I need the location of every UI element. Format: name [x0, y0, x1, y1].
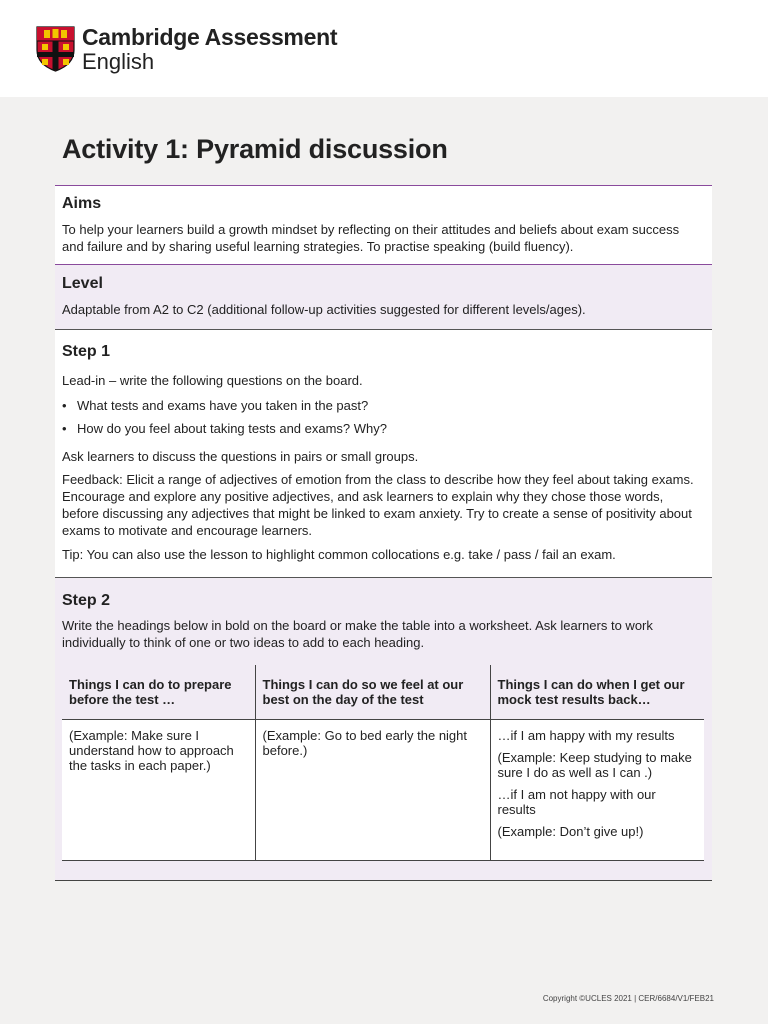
bottom-divider [55, 880, 712, 881]
aims-section [55, 185, 712, 264]
cambridge-shield-icon [36, 26, 75, 72]
table-cell-results: …if I am happy with my results (Example: Keep studying to make sure I do as well as I can .) …if I am not happy with our results (Example: Don’t give up!) [490, 720, 704, 861]
list-item: • How do you feel about taking tests and exams? Why? [62, 421, 388, 436]
step2-heading: Step 2 [62, 592, 111, 609]
level-text: Adaptable from A2 to C2 (additional follow-up activities suggested for different levels/ages). [62, 302, 586, 317]
step1-intro: Lead-in – write the following questions on the board. [62, 373, 363, 388]
table-cell-best-day: (Example: Go to bed early the night before.) [255, 720, 490, 861]
step1-feedback: Feedback: Elicit a range of adjectives of emotion from the class to describe how they feel about taking exams. Encourage and explore any positive adjectives, and ask learners to explain why they chose those words, before discussing any adjectives that might be linked to exam anxiety. Try to create a sense of positivity about exams to motivate and encourage learners. [62, 472, 694, 538]
ideas-table [62, 665, 704, 861]
step1-tip: Tip: You can also use the lesson to highlight common collocations e.g. take / pass / fail an exam. [62, 547, 616, 562]
step1-discuss: Ask learners to discuss the questions in pairs or small groups. [62, 449, 419, 464]
brand-name: Cambridge Assessment [82, 24, 338, 50]
copyright-notice: Copyright ©UCLES 2021 | CER/6684/V1/FEB21 [542, 994, 714, 1003]
step1-heading: Step 1 [62, 343, 111, 360]
aims-text: To help your learners build a growth mindset by reflecting on their attitudes and beliefs about exam success and failure and by sharing useful learning strategies. To practise speaking (build fluency). [62, 222, 680, 254]
page-title: Activity 1: Pyramid discussion [62, 134, 448, 164]
table-header-prepare: Things I can do to prepare before the test … [62, 665, 255, 720]
aims-heading: Aims [62, 195, 102, 212]
header-bar [0, 0, 768, 97]
level-heading: Level [62, 275, 103, 292]
step2-text: Write the headings below in bold on the board or make the table into a worksheet. Ask learners to work individually to think of one or two ideas to add to each heading. [62, 618, 653, 650]
table-header-results: Things I can do when I get our mock test results back… [490, 665, 704, 720]
table-cell-prepare: (Example: Make sure I understand how to approach the tasks in each paper.) [62, 720, 255, 861]
table-header-best-day: Things I can do so we feel at our best on the day of the test [255, 665, 490, 720]
table-row [62, 720, 704, 861]
table-header-row [62, 665, 704, 720]
list-item: • What tests and exams have you taken in the past? [62, 398, 369, 413]
brand-logo [36, 26, 337, 73]
step1-section [55, 329, 712, 577]
brand-subname: English [82, 49, 155, 74]
level-section [55, 264, 712, 330]
